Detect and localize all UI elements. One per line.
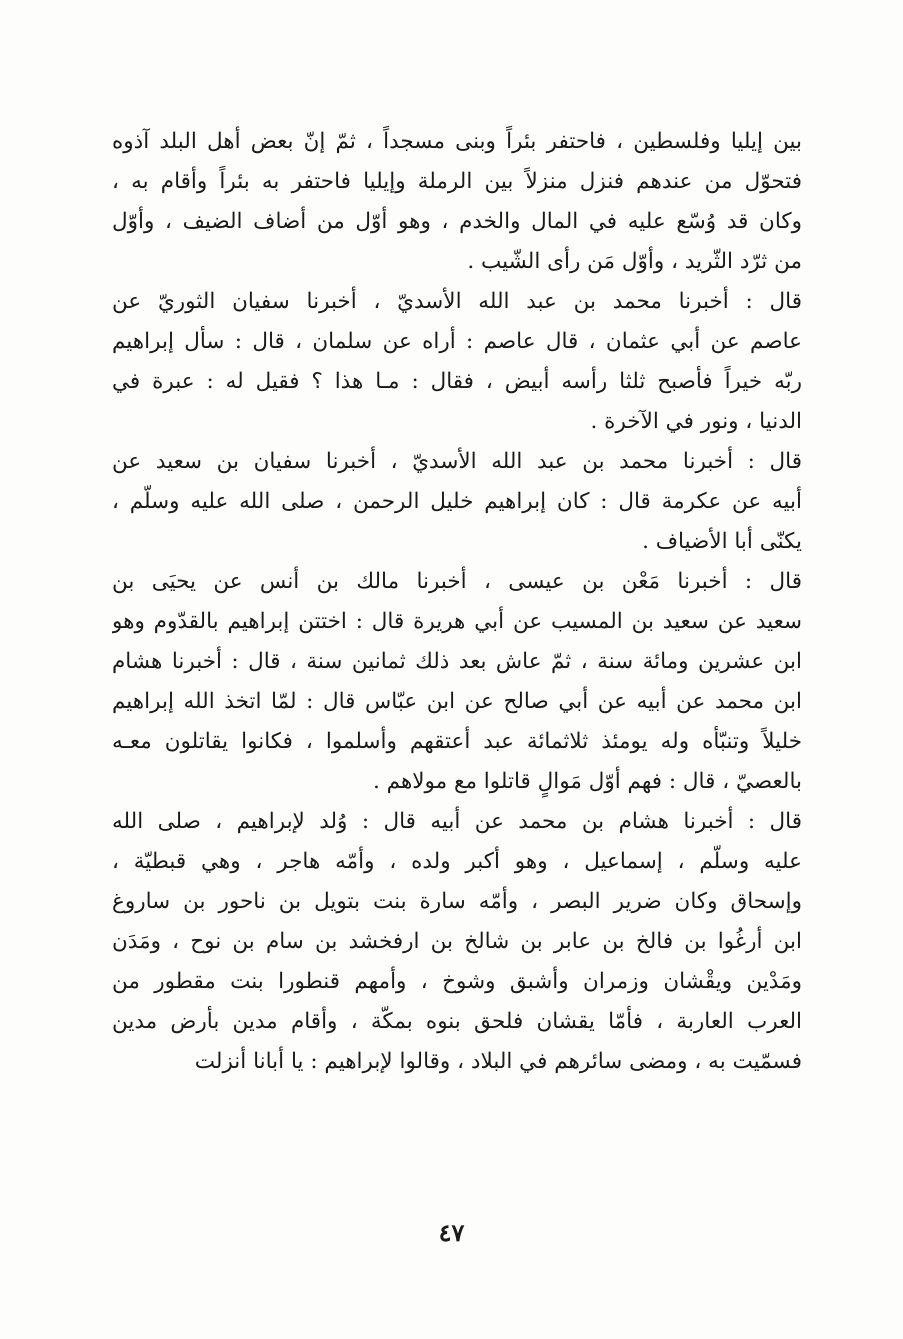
text-line: سعيد عن سعيد بن المسيب عن أبي هريرة قال : اختتن إبراهيم بالقدّوم وهو — [112, 609, 802, 634]
text-line: وكان قد وُسّع عليه في المال والخدم ، وهو أوّل من أضاف الضيف ، وأوّل — [112, 209, 802, 234]
text-line: وإسحاق وكان ضرير البصر ، وأمّه سارة بنت بتويل بن ناحور بن ساروغ — [112, 889, 802, 914]
text-line: عاصم عن أبي عثمان ، قال عاصم : أراه عن سلمان ، قال : سأل إبراهيم — [112, 329, 802, 354]
text-line: الدنيا ، ونور في الآخرة . — [590, 409, 802, 434]
text-line: أبيه عن عكرمة قال : كان إبراهيم خليل الرحمن ، صلى الله عليه وسلّم ، — [112, 489, 802, 514]
text-line: فسمّيت به ، ومضى سائرهم في البلاد ، وقالوا لإبراهيم : يا أبانا أنزلت — [194, 1049, 802, 1074]
text-line: من ثرّد الثّريد ، وأوّل مَن رأى الشّيب . — [467, 249, 802, 274]
text-line: العرب العاربة ، فأمّا يقشان فلحق بنوه بمكّة ، وأقام مدين بأرض مدين — [112, 1009, 802, 1034]
text-line: ربّه خيراً فأصبح ثلثا رأسه أبيض ، فقال : مـا هذا ؟ فقيل له : عبرة في — [112, 369, 802, 394]
text-line: قال : أخبرنا محمد بن عبد الله الأسديّ ، أخبرنا سفيان الثوريّ عن — [112, 289, 802, 314]
text-line: قال : أخبرنا مَعْن بن عيسى ، أخبرنا مالك بن أنس عن يحيَى بن — [112, 569, 802, 594]
text-line: قال : أخبرنا هشام بن محمد عن أبيه قال : وُلد لإبراهيم ، صلى الله — [112, 809, 802, 834]
text-line: بالعصيّ ، قال : فهم أوّل مَوالٍ قاتلوا مع مولاهم . — [372, 769, 802, 794]
text-line: فتحوّل من عندهم فنزل منزلاً بين الرملة وإيليا فاحتفر به بئراً وأقام به ، — [112, 169, 802, 194]
text-line: قال : أخبرنا محمد بن عبد الله الأسديّ ، أخبرنا سفيان بن سعيد عن — [112, 449, 802, 474]
page-number: ٤٧ — [438, 1218, 465, 1247]
text-line: ومَدْين ويقْشان وزمران وأشبق وشوخ ، وأمهم قنطورا بنت مقطور من — [112, 969, 802, 994]
text-line: عليه وسلّم ، إسماعيل ، وهو أكبر ولده ، وأمّه هاجر ، وهي قبطيّة ، — [112, 849, 802, 874]
text-line: يكنّى أبا الأضياف . — [642, 529, 802, 554]
body-text — [112, 122, 802, 1082]
text-line: ابن محمد عن أبيه عن أبي صالح عن ابن عبّاس قال : لمّا اتخذ الله إبراهيم — [112, 689, 802, 714]
text-line: خليلاً وتنبّأه وله يومئذ ثلاثمائة عبد أعتقهم وأسلموا ، فكانوا يقاتلون معـه — [112, 729, 802, 754]
text-line: ابن عشرين ومائة سنة ، ثمّ عاش بعد ذلك ثمانين سنة ، قال : أخبرنا هشام — [112, 649, 802, 674]
text-line: بين إيليا وفلسطين ، فاحتفر بئراً وبنى مسجداً ، ثمّ إنّ بعض أهل البلد آذوه — [112, 129, 802, 154]
text-line: ابن أرغُوا بن فالخ بن عابر بن شالخ بن ارفخشد بن سام بن نوح ، ومَدَن — [112, 929, 802, 954]
